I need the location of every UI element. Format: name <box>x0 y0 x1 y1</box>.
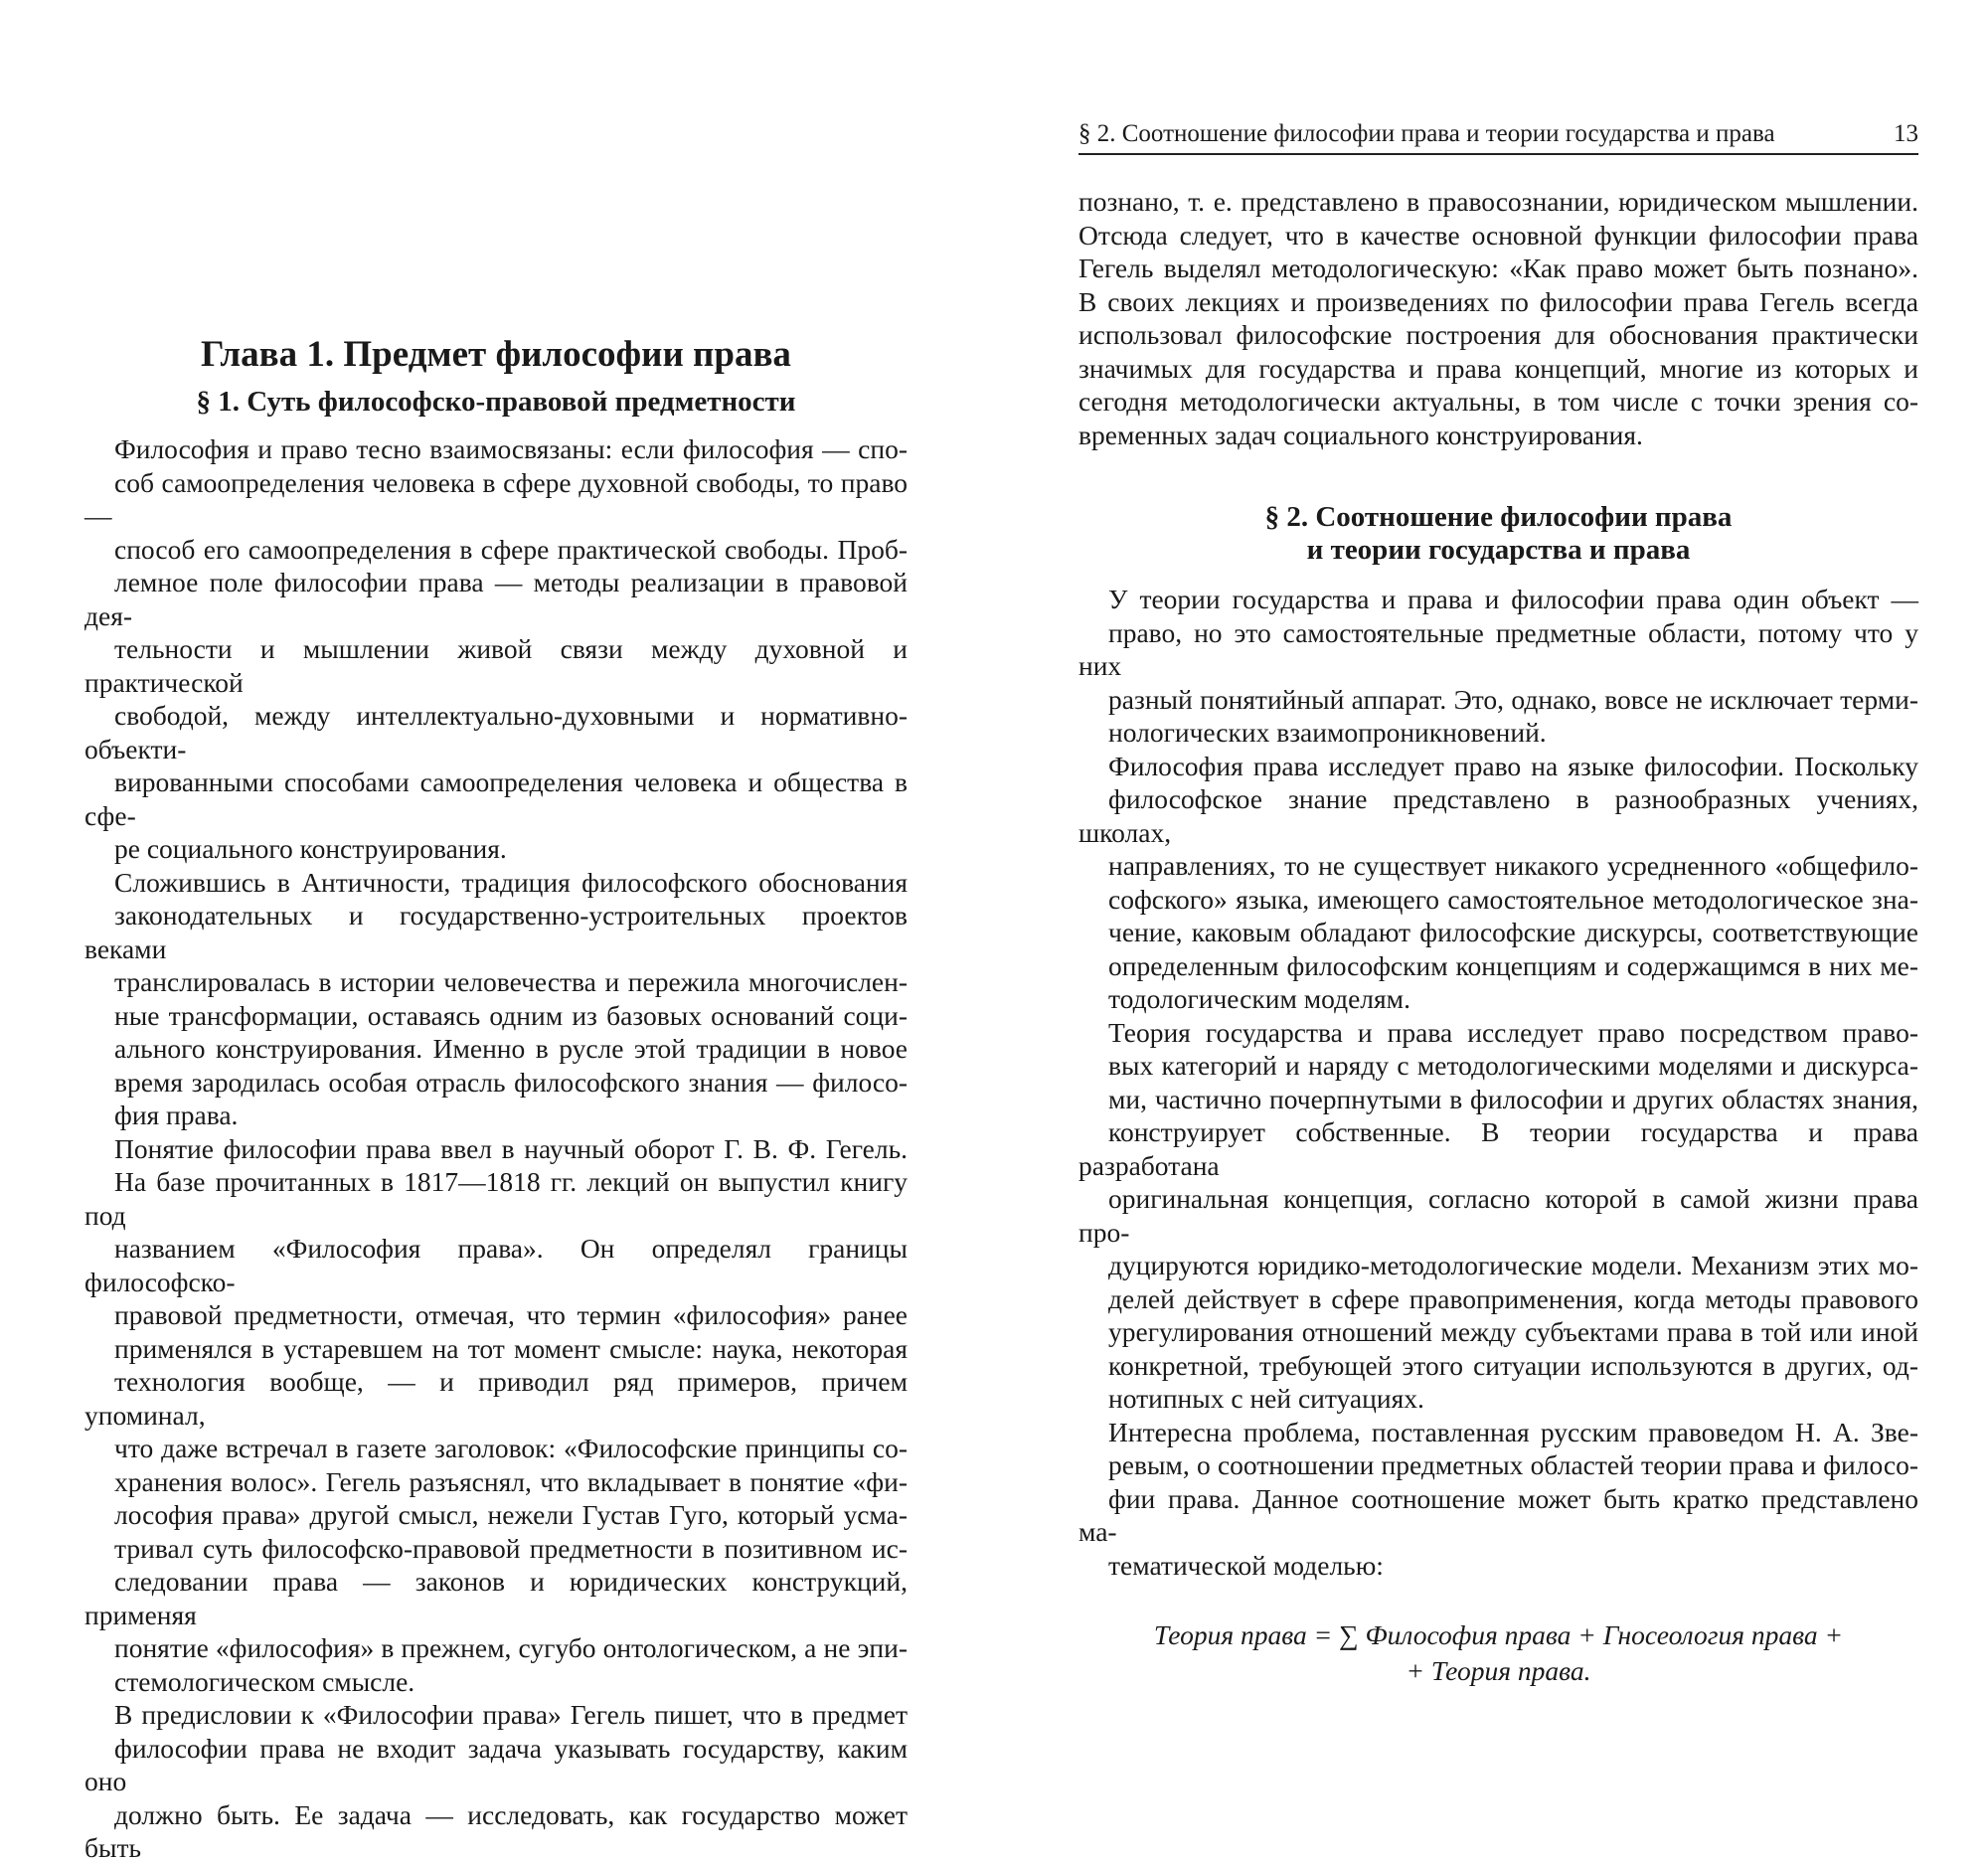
text-line: право, но это самостоятельные предметные области, потому что у них <box>1078 616 1918 681</box>
text-line: правовой предметности, отмечая, что термин «философия» ранее <box>114 1299 908 1330</box>
paragraph <box>84 432 908 866</box>
text-line: стемологическом смысле. <box>114 1665 415 1697</box>
right-body <box>1078 583 1918 1582</box>
text-line: конструирует собственные. В теории государства и права разработана <box>1078 1116 1918 1181</box>
text-line: делей действует в сфере правоприменения, когда методы правового <box>1108 1282 1918 1314</box>
text-line: тодологическим моделям. <box>1108 983 1410 1014</box>
text-line: применялся в устаревшем на тот момент смысле: наука, некоторая <box>114 1332 908 1364</box>
text-line: понятие «философия» в прежнем, сугубо онтологическом, а не эпи- <box>114 1632 908 1663</box>
text-line: время зародилась особая отрасль философского знания — филосо- <box>114 1066 908 1098</box>
running-head-title: § 2. Соотношение философии права и теории государства и права <box>1078 120 1775 147</box>
text-line: вых категорий и наряду с методологическими моделями и дискурса- <box>1108 1050 1918 1081</box>
text-line: философское знание представлено в разнообразных учениях, школах, <box>1078 783 1918 848</box>
text-line: транслировалась в истории человечества и пережила многочислен- <box>114 966 908 997</box>
text-line: В предисловии к «Философии права» Гегель пишет, что в предмет <box>114 1699 908 1730</box>
text-line: что даже встречал в газете заголовок: «Философские принципы со- <box>114 1433 908 1463</box>
text-line: Сложившись в Античности, традиция философского обоснования <box>114 866 908 898</box>
text-line: У теории государства и права и философии права один объект — <box>1108 584 1918 614</box>
text-line: лософия права» другой смысл, нежели Густав Гуго, который усма- <box>114 1499 908 1530</box>
chapter-title: Глава 1. Предмет философии права <box>201 334 791 375</box>
paragraph <box>84 1698 908 1865</box>
text-line: определенным философским концепциям и содержащимся в них ме- <box>1108 949 1918 981</box>
text-line: технология вообще, — и приводил ряд примеров, причем упоминал, <box>84 1366 908 1431</box>
text-line: направлениях, то не существует никакого усредненного «общефило- <box>1108 850 1918 881</box>
text-line: вированными способами самоопределения человека и общества в сфе- <box>84 766 908 831</box>
text-line: В своих лекциях и произведениях по философии права Гегель всегда <box>1078 285 1918 317</box>
text-line: На базе прочитанных в 1817—1818 гг. лекций он выпустил книгу под <box>84 1166 908 1231</box>
text-line: ре социального конструирования. <box>114 833 507 864</box>
formula-line1: Теория права = ∑ Философия права + Гносеология права + <box>1153 1619 1844 1650</box>
text-line: чение, каковым обладают философские дискурсы, соответствующие <box>1108 917 1918 947</box>
text-line: соб самоопределения человека в сфере духовной свободы, то право — <box>84 466 908 531</box>
paragraph <box>1078 583 1918 750</box>
paragraph <box>1078 1416 1918 1583</box>
text-line: оригинальная концепция, согласно которой в самой жизни права про- <box>1078 1183 1918 1248</box>
text-line: тематической моделью: <box>1108 1549 1384 1581</box>
text-line: нологических взаимопроникновений. <box>1108 717 1547 748</box>
text-line: значимых для государства и права концепций, многие из которых и <box>1078 352 1918 384</box>
text-line: должно быть. Ее задача — исследовать, как государство может быть <box>84 1798 908 1863</box>
text-line: способ его самоопределения в сфере практической свободы. Проб- <box>114 533 908 565</box>
text-line: ные трансформации, оставаясь одним из базовых оснований соци- <box>114 999 908 1031</box>
page-number: 13 <box>1894 120 1918 147</box>
paragraph <box>84 866 908 1132</box>
text-line: философии права не входит задача указывать государству, каким оно <box>84 1732 908 1796</box>
text-line: лемное поле философии права — методы реализации в правовой дея- <box>84 567 908 631</box>
text-line: Философия права исследует право на языке философии. Поскольку <box>1108 750 1918 781</box>
text-line: тривал суть философско-правовой предметности в позитивном ис- <box>114 1532 908 1564</box>
text-line: Интересна проблема, поставленная русским правоведом Н. А. Зве- <box>1108 1416 1918 1447</box>
text-line: сегодня методологически актуальны, в том числе с точки зрения со- <box>1078 386 1918 417</box>
text-line: законодательных и государственно-устроительных проектов веками <box>84 900 908 964</box>
text-line: нотипных с ней ситуациях. <box>1108 1383 1424 1414</box>
section-title-1: § 1. Суть философско-правовой предметности <box>196 386 796 418</box>
text-line: Отсюда следует, что в качестве основной функции философии права <box>1078 219 1918 251</box>
text-line: конкретной, требующей этого ситуации используются в других, од- <box>1108 1349 1918 1381</box>
formula <box>1078 1617 1918 1689</box>
text-line: временных задач социального конструирования. <box>1078 419 1643 450</box>
section-title-2-line2: и теории государства и права <box>1306 534 1691 566</box>
section-title-2-line1: § 2. Соотношение философии права <box>1264 501 1733 533</box>
left-body <box>84 432 908 1865</box>
right-page <box>1078 0 1918 1689</box>
text-line: хранения волос». Гегель разъяснял, что вкладывает в понятие «фи- <box>114 1465 908 1497</box>
text-line: дуцируются юридико-методологические модели. Механизм этих мо- <box>1108 1250 1918 1280</box>
text-line: фия права. <box>114 1100 239 1130</box>
paragraph <box>84 1132 908 1699</box>
text-line: ального конструирования. Именно в русле этой традиции в новое <box>114 1033 908 1064</box>
text-line: Гегель выделял методологическую: «Как право может быть познано». <box>1078 253 1918 283</box>
text-line: фии права. Данное соотношение может быть кратко представлено ма- <box>1078 1482 1918 1547</box>
text-line: Понятие философии права ввел в научный оборот Г. В. Ф. Гегель. <box>114 1132 908 1164</box>
text-line: познано, т. е. представлено в правосознании, юридическом мышлении. <box>1078 186 1918 217</box>
text-line: софского» языка, имеющего самостоятельное методологическое зна- <box>1108 883 1918 915</box>
text-line: следовании права — законов и юридических конструкций, применяя <box>84 1566 908 1630</box>
continuation-paragraph <box>1078 185 1918 451</box>
text-line: названием «Философия права». Он определял границы философско- <box>84 1233 908 1297</box>
text-line: использовал философские построения для обоснования практически <box>1078 319 1918 350</box>
paragraph <box>1078 750 1918 1016</box>
text-line: тельности и мышлении живой связи между духовной и практической <box>84 633 908 698</box>
section-title-2 <box>1078 501 1918 567</box>
paragraph <box>1078 1016 1918 1416</box>
text-line: Теория государства и права исследует право посредством право- <box>1108 1016 1918 1048</box>
text-line: урегулирования отношений между субъектами права в той или иной <box>1108 1316 1918 1347</box>
text-line: разный понятийный аппарат. Это, однако, вовсе не исключает терми- <box>1108 683 1918 715</box>
text-line: свободой, между интеллектуально-духовными и нормативно-объекти- <box>84 700 908 764</box>
text-line: Философия и право тесно взаимосвязаны: если философия — спо- <box>114 433 908 464</box>
left-page <box>84 0 908 1865</box>
formula-line2: + Теория права. <box>1406 1655 1591 1686</box>
text-line: ми, частично почерпнутыми в философии и других областях знания, <box>1108 1083 1918 1114</box>
text-line: ревым, о соотношении предметных областей теории права и филосо- <box>1108 1449 1918 1480</box>
